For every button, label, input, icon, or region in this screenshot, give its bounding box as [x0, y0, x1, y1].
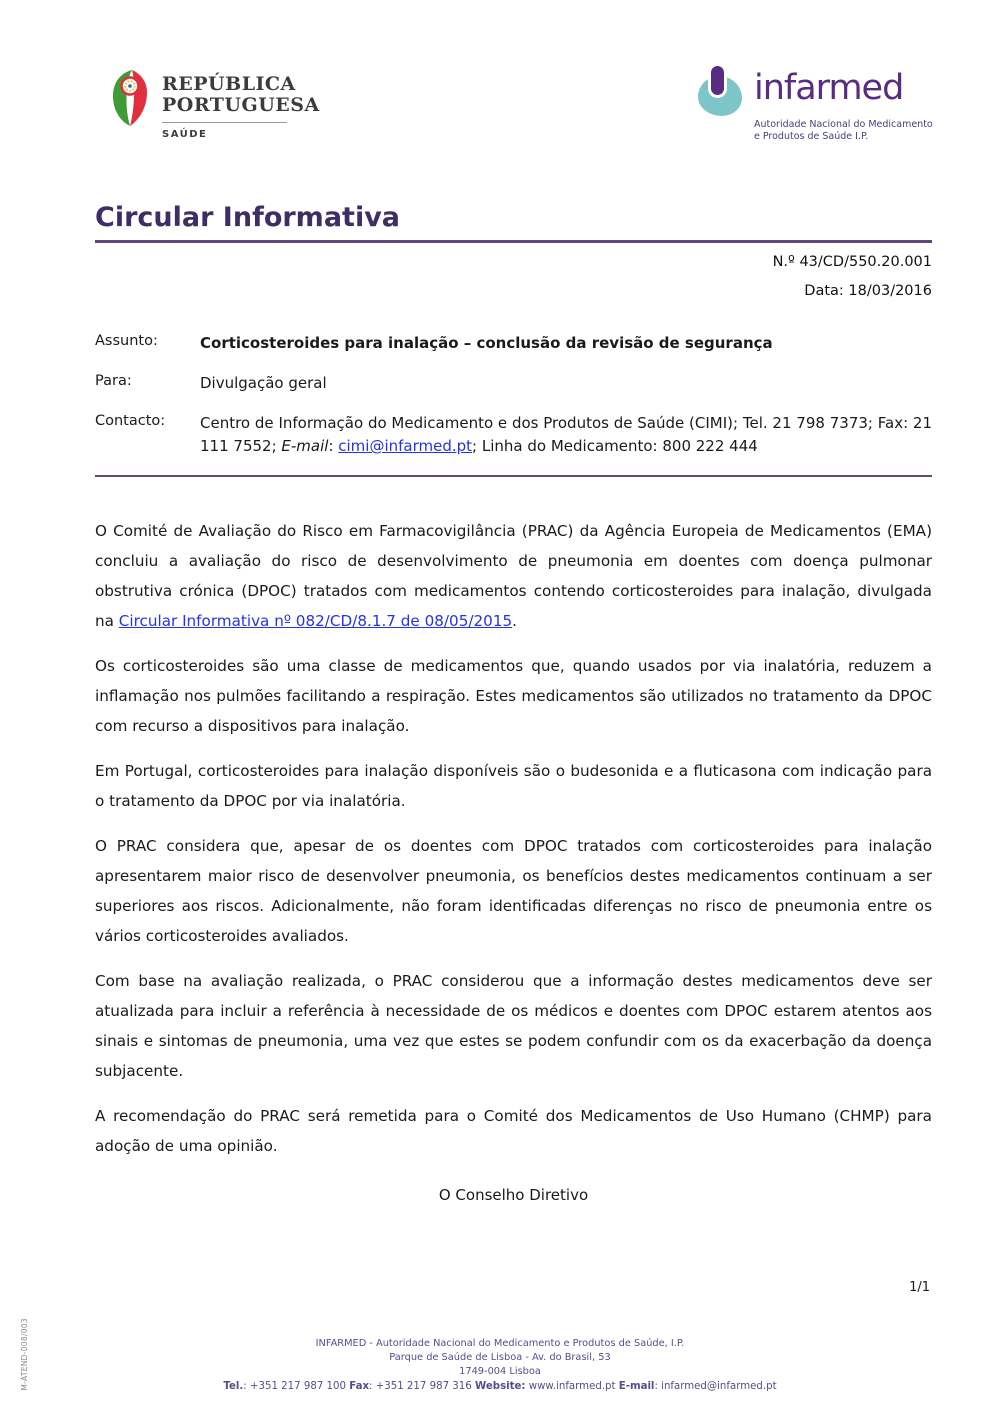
contacto-label: Contacto: [95, 413, 166, 429]
paragraph-1 [95, 516, 932, 636]
infarmed-subtitle-line2: e Produtos de Saúde I.P. [754, 131, 869, 142]
infarmed-subtitle [754, 119, 933, 143]
republica-portuguesa-logo [110, 70, 320, 140]
infarmed-logo [698, 66, 933, 143]
assunto-label: Assunto: [95, 333, 158, 349]
infarmed-wordmark: infarmed [754, 68, 904, 108]
gov-department-label: SAÚDE [162, 129, 208, 140]
body-section [95, 516, 932, 1204]
page-title: Circular Informativa [95, 202, 401, 233]
meta-divider-rule [95, 475, 932, 477]
title-block [95, 202, 932, 243]
page-number: 1/1 [909, 1280, 930, 1295]
contacto-value [200, 412, 932, 458]
gov-name-line1: REPÚBLICA [162, 73, 296, 95]
paragraph-3: Em Portugal, corticosteroides para inalação disponíveis são o budesonida e a fluticasona com indicação para o tratamento da DPOC por via inalatória. [95, 762, 932, 810]
footer-website-value[interactable]: www.infarmed.pt [525, 1381, 619, 1392]
footer-address-line: Parque de Saúde de Lisboa - Av. do Brasil, 53 [389, 1352, 611, 1363]
paragraph-5: Com base na avaliação realizada, o PRAC considerou que a informação destes medicamentos deve ser atualizada para incluir a referência à necessidade de os médicos e doentes com DPOC estarem atentos aos sinais e sintomas de pneumonia, uma vez que estes se podem confundir com os da exacerbação da doença subjacente. [95, 972, 932, 1080]
footer-website-label: Website: [475, 1381, 526, 1392]
para-value: Divulgação geral [200, 374, 327, 392]
paragraph-6: A recomendação do PRAC será remetida para o Comité dos Medicamentos de Uso Humano (CHMP) para adoção de uma opinião. [95, 1107, 932, 1155]
para-label: Para: [95, 373, 132, 389]
circular-reference-link[interactable]: Circular Informativa nº 082/CD/8.1.7 de 08/05/2015 [118, 612, 513, 630]
infarmed-icon-bar [711, 66, 724, 95]
contacto-text-post: ; Linha do Medicamento: 800 222 444 [472, 437, 758, 455]
infarmed-power-icon [698, 66, 744, 118]
footer-email-label: E-mail [618, 1381, 655, 1392]
closing-signature: O Conselho Diretivo [438, 1186, 589, 1204]
paragraph-1-text: O Comité de Avaliação do Risco em Farmacovigilância (PRAC) da Agência Europeia de Medicamentos (EMA) concluiu a avaliação do risco de desenvolvimento de pneumonia em doentes com doença pulmonar obstrutiva crónica (DPOC) tratados com medicamentos contendo corticosteroides para inalação, divulgada na [95, 522, 932, 630]
assunto-row [95, 332, 932, 355]
contacto-email-sep: : [328, 437, 339, 455]
paragraph-1-end: . [512, 612, 517, 630]
paragraph-4: O PRAC considera que, apesar de os doentes com DPOC tratados com corticosteroides para inalação apresentarem maior risco de desenvolver pneumonia, os benefícios destes medicamentos continuam a ser superiores aos riscos. Adicionalmente, não foram identificadas diferenças no risco de pneumonia entre os vários corticosteroides avaliados. [95, 837, 932, 945]
reference-block [773, 254, 932, 312]
footer [0, 1337, 1000, 1394]
contacto-email-link[interactable]: cimi@infarmed.pt [338, 437, 473, 455]
footer-tel-label: Tel. [223, 1381, 244, 1392]
footer-contact-line [0, 1380, 1000, 1394]
footer-org-line: INFARMED - Autoridade Nacional do Medicamento e Produtos de Saúde, I.P. [315, 1338, 685, 1349]
footer-fax-value: : +351 217 987 316 [369, 1381, 475, 1392]
gov-logo-divider [162, 122, 287, 123]
gov-name-line2: PORTUGUESA [162, 94, 320, 116]
paragraph-2: Os corticosteroides são uma classe de medicamentos que, quando usados por via inalatória, reduzem a inflamação nos pulmões facilitando a respiração. Estes medicamentos são utilizados no tratamento da DPOC com recurso a dispositivos para inalação. [95, 657, 932, 735]
portugal-leaf-icon [110, 70, 150, 126]
contacto-email-label: E-mail [281, 437, 329, 455]
gov-logo-text [162, 70, 320, 140]
infarmed-subtitle-line1: Autoridade Nacional do Medicamento [754, 119, 933, 130]
para-row [95, 372, 932, 395]
footer-email-value: : infarmed@infarmed.pt [654, 1381, 777, 1392]
meta-section [95, 332, 932, 477]
footer-fax-label: Fax [349, 1381, 370, 1392]
contacto-text-pre: Centro de Informação do Medicamento e dos Produtos de Saúde (CIMI); Tel. 21 798 7373; Fax: 21 111 7552; [200, 414, 932, 455]
contacto-row [95, 412, 932, 458]
footer-tel-value: : +351 217 987 100 [243, 1381, 350, 1392]
form-code-vertical: M-ATEND-008/003 [20, 1318, 29, 1391]
circular-number: N.º 43/CD/550.20.001 [772, 254, 932, 270]
assunto-value: Corticosteroides para inalação – conclusão da revisão de segurança [200, 334, 773, 352]
circular-date: Data: 18/03/2016 [804, 283, 932, 299]
footer-city-line: 1749-004 Lisboa [459, 1366, 541, 1377]
